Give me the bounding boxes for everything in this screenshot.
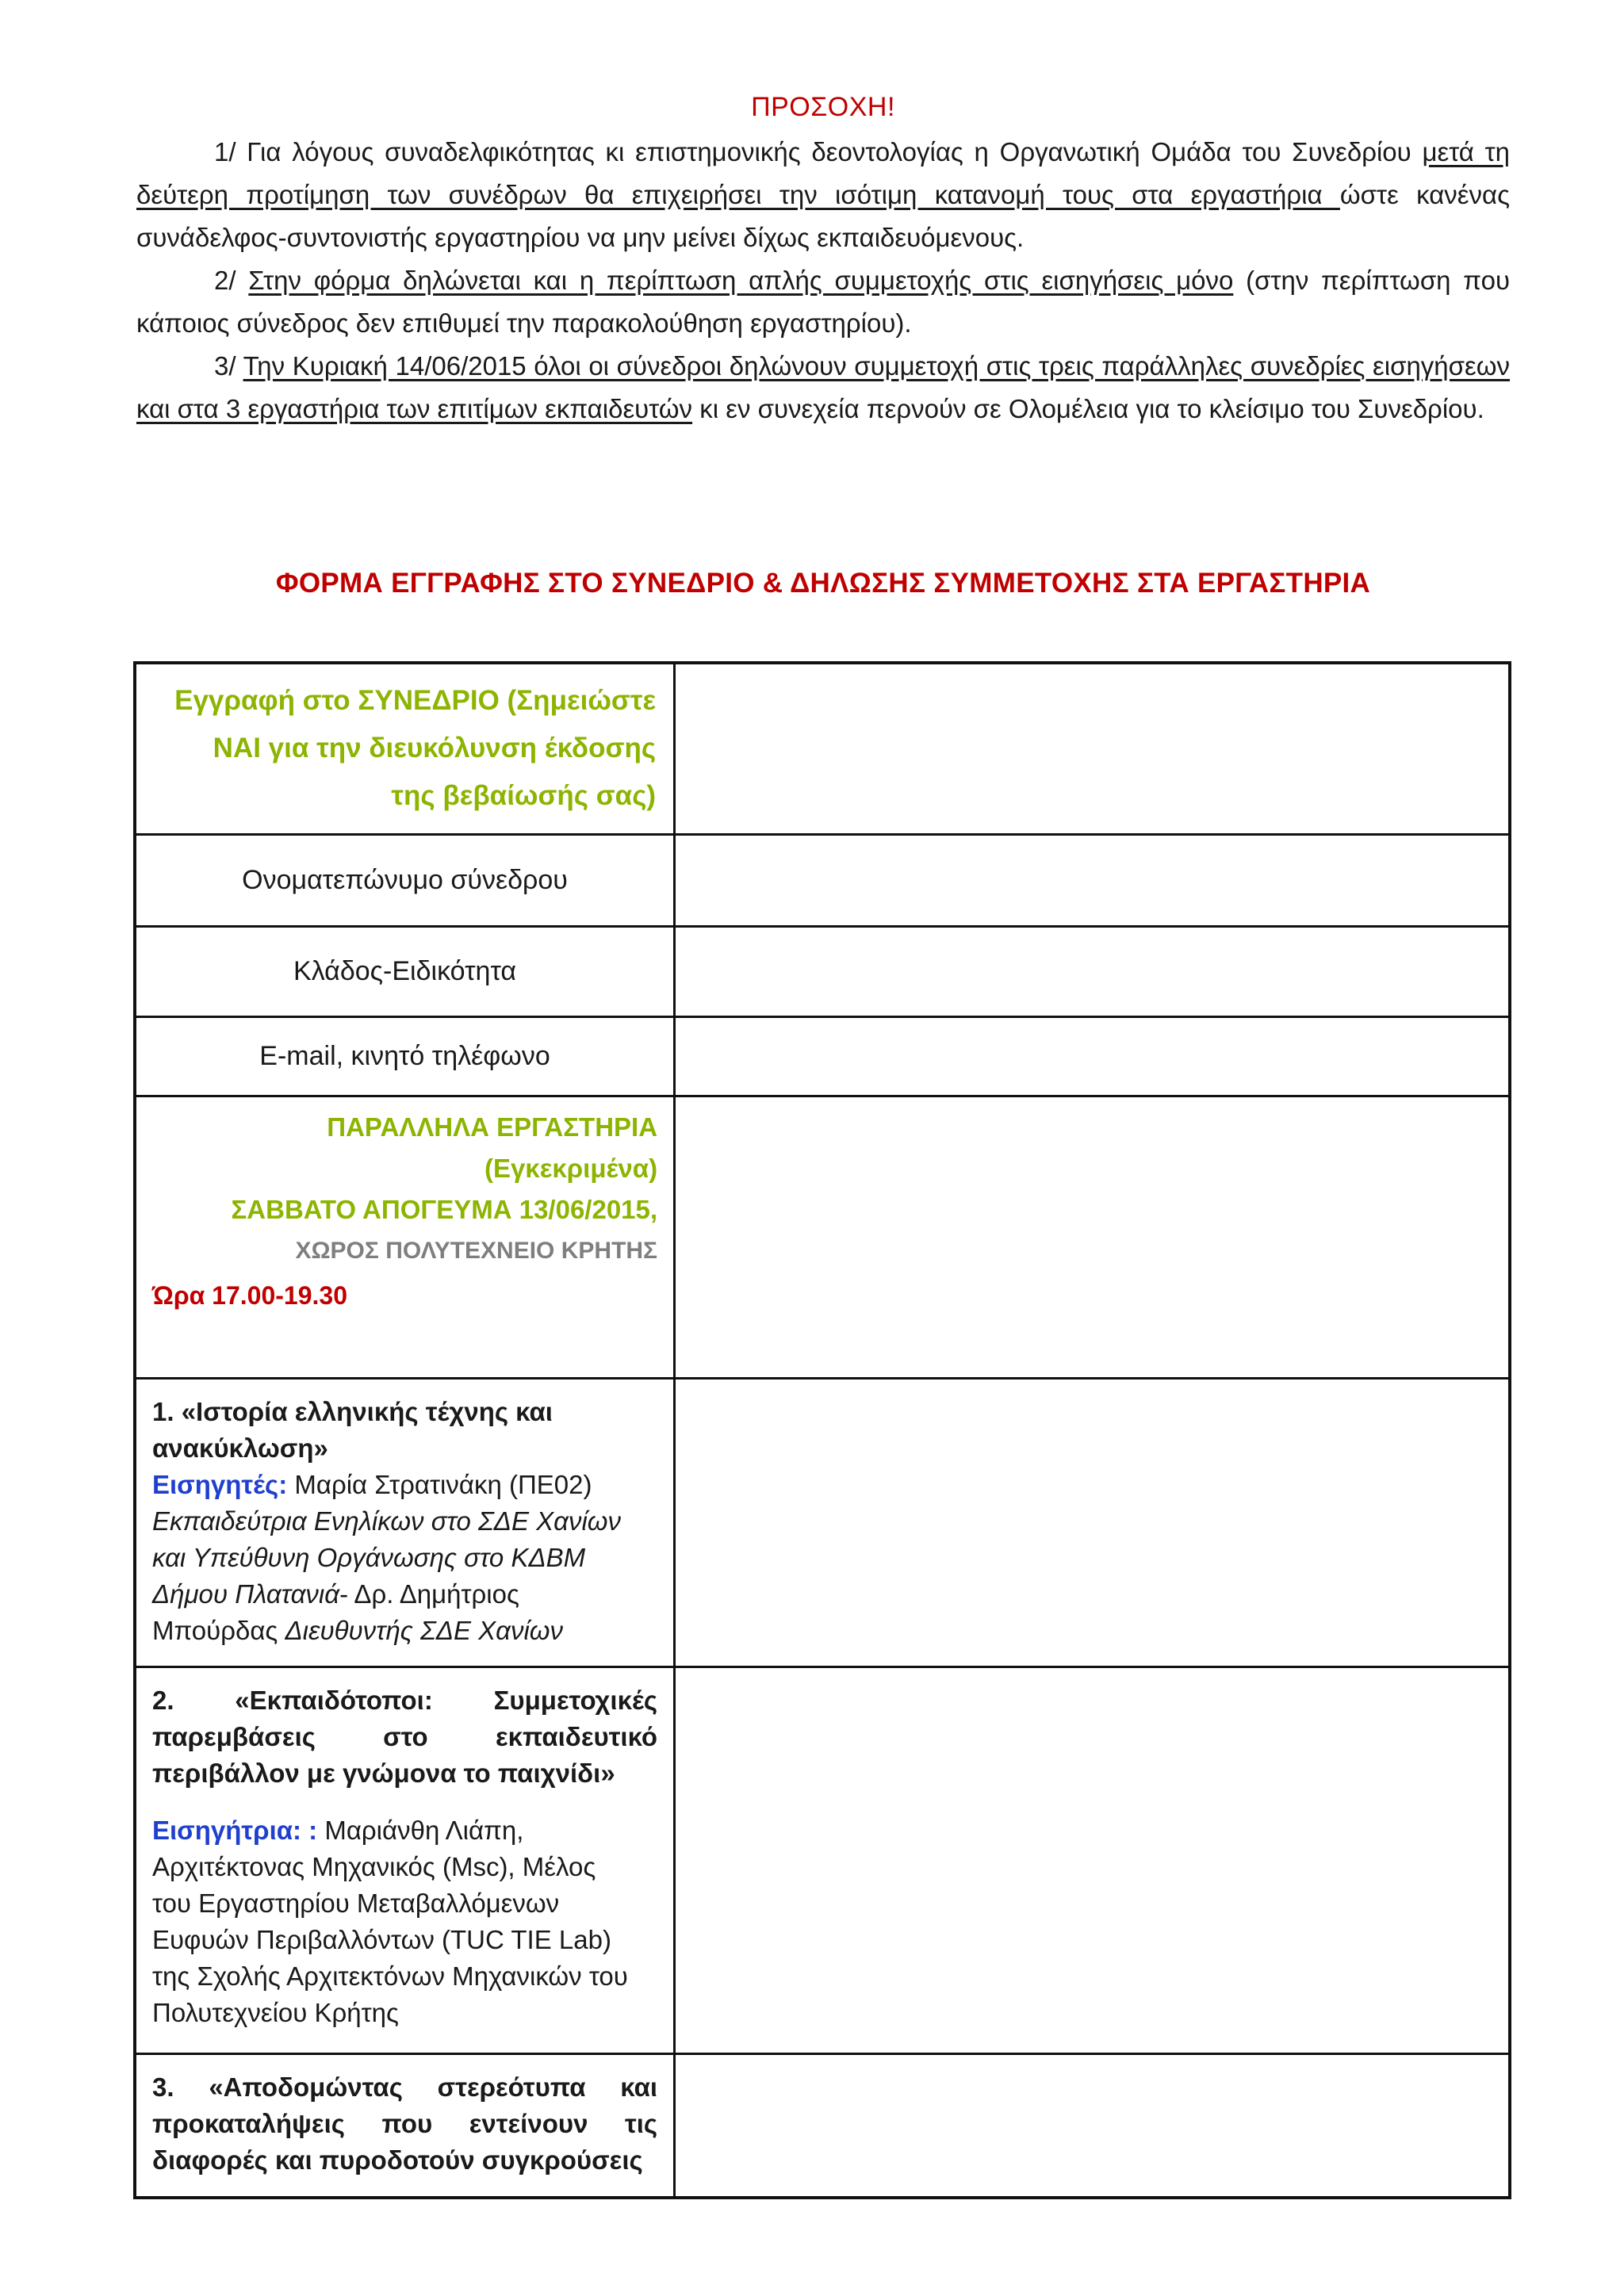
workshop-3-title-line2: προκαταλήψεις που εντείνουν τις (152, 2108, 658, 2138)
workshop-1-speakers-label: Εισηγητές: (152, 1469, 288, 1499)
workshop-3-label-cell (135, 2053, 675, 2198)
workshop-1-speaker-2-a: - Δρ. Δημήτριος (339, 1578, 519, 1609)
workshop-1-info (136, 1380, 673, 1649)
notice-section (136, 92, 1510, 430)
workshop-1-label-cell (135, 1378, 675, 1667)
workshop-1-title-line1: 1. «Ιστορία ελληνικής τέχνης και (152, 1396, 553, 1426)
workshop-2-speaker-line6: Πολυτεχνείου Κρήτης (152, 1997, 399, 2027)
notice-p2-underlined: Στην φόρμα δηλώνεται και η περίπτωση απλής συμμετοχής στις εισηγήσεις μόνο (248, 266, 1234, 295)
registration-label-line1: Εγγραφή στο ΣΥΝΕΔΡΙΟ (Σημειώστε (174, 685, 657, 716)
workshop-1-speaker-2-b: Μπούρδας (152, 1615, 285, 1645)
notice-p3-underlined-2: και στα 3 εργαστήρια των επιτίμων εκπαιδευτών (136, 394, 693, 423)
notice-p1-underlined: μετά τη δεύτερη προτίμηση των συνέδρων θα επιχειρήσει την ισότιμη κατανομή τους στα εργαστήρια (136, 137, 1510, 209)
workshops-input-cell[interactable] (675, 1096, 1510, 1378)
workshops-time: Ώρα 17.00-19.30 (152, 1280, 347, 1310)
contact-label-cell (135, 1016, 675, 1096)
name-label-cell (135, 834, 675, 926)
contact-input-cell[interactable] (675, 1016, 1510, 1096)
notice-p1-text-end: ώστε κανένας συνάδελφος-συντονιστής εργαστηρίου να μην μείνει δίχως εκπαιδευόμενους. (136, 180, 1510, 252)
notice-title: ΠΡΟΣΟΧΗ! (751, 92, 895, 122)
notice-p3-text: κι εν συνεχεία περνούν σε Ολομέλεια για το κλείσιμο του Συνεδρίου. (692, 394, 1484, 423)
form-title: ΦΟΡΜΑ ΕΓΓΡΑΦΗΣ ΣΤΟ ΣΥΝΕΔΡΙΟ & ΔΗΛΩΣΗΣ ΣΥΜΜΕΤΟΧΗΣ ΣΤΑ ΕΡΓΑΣΤΗΡΙΑ (275, 568, 1371, 599)
specialty-input-cell[interactable] (675, 926, 1510, 1016)
workshop-2-label-cell (135, 1667, 675, 2053)
workshop-3-info (136, 2055, 673, 2179)
registration-input-cell[interactable] (675, 663, 1510, 834)
notice-paragraph-3 (136, 345, 1510, 430)
notice-p3-number: 3/ (214, 351, 243, 381)
workshop-2-speaker-line4: Ευφυών Περιβαλλόντων (TUC TIE Lab) (152, 1924, 611, 1954)
form-row-contact (135, 1016, 1510, 1096)
form-row-workshop-3 (135, 2053, 1510, 2198)
workshops-label-cell (135, 1096, 675, 1378)
registration-label-line3: της βεβαίωσής σας) (391, 780, 657, 811)
workshop-1-speaker-1: Μαρία Στρατινάκη (ΠΕ02) (287, 1469, 592, 1499)
notice-paragraph-1 (136, 131, 1510, 259)
workshop-2-title-line2: παρεμβάσεις στο εκπαιδευτικό (152, 1721, 658, 1751)
workshop-3-title-line1: 3. «Αποδομώντας στερεότυπα και (152, 2072, 658, 2102)
specialty-label: Κλάδος-Ειδικότητα (293, 955, 517, 986)
workshop-2-title-line1: 2. «Εκπαιδότοποι: Συμμετοχικές (152, 1685, 658, 1715)
specialty-label-cell (135, 926, 675, 1016)
workshop-2-speaker-label: Εισηγήτρια: : (152, 1815, 318, 1845)
workshop-2-speaker-line3: του Εργαστηρίου Μεταβαλλόμενων (152, 1888, 560, 1918)
workshops-heading: ΠΑΡΑΛΛΗΛΑ ΕΡΓΑΣΤΗΡΙΑ (Εγκεκριμένα) (327, 1112, 658, 1183)
workshop-3-input-cell[interactable] (675, 2053, 1510, 2198)
form-row-workshops-header (135, 1096, 1510, 1378)
workshop-1-title-line2: ανακύκλωση» (152, 1433, 328, 1463)
workshop-3-title-line3: διαφορές και πυροδοτούν συγκρούσεις (152, 2145, 643, 2175)
workshop-2-info (136, 1668, 673, 2031)
registration-label (136, 664, 673, 820)
workshops-date: ΣΑΒΒΑΤΟ ΑΠΟΓΕΥΜΑ 13/06/2015, (231, 1194, 658, 1224)
registration-label-cell (135, 663, 675, 834)
form-row-specialty (135, 926, 1510, 1016)
workshop-2-speaker: Μαριάνθη Λιάπη, (317, 1815, 524, 1845)
notice-p2-text: (στην περίπτωση που κάποιος σύνεδρος δεν επιθυμεί την παρακολούθηση εργαστηρίου). (136, 266, 1510, 338)
workshop-1-role-2: Διευθυντής ΣΔΕ Χανίων (285, 1615, 563, 1645)
form-row-workshop-2 (135, 1667, 1510, 2053)
workshops-info (136, 1097, 673, 1319)
notice-p3-underlined-1: Την Κυριακή 14/06/2015 όλοι οι σύνεδροι δηλώνουν συμμετοχή στις τρεις παράλληλες συνεδρίες εισηγήσεων (243, 351, 1510, 381)
form-row-registration (135, 663, 1510, 834)
name-label: Ονοματεπώνυμο σύνεδρου (242, 864, 568, 895)
registration-form-table (133, 661, 1511, 2199)
workshop-1-role-1-line2: και Υπεύθυνη Οργάνωσης στο ΚΔΒΜ (152, 1542, 586, 1572)
name-input-cell[interactable] (675, 834, 1510, 926)
notice-paragraph-2 (136, 259, 1510, 345)
workshop-2-speaker-line2: Αρχιτέκτονας Μηχανικός (Msc), Μέλος (152, 1851, 596, 1881)
form-row-name (135, 834, 1510, 926)
notice-p1-text: 1/ Για λόγους συναδελφικότητας κι επιστημονικής δεοντολογίας η Οργανωτική Ομάδα του Συνεδρίου (214, 137, 1423, 166)
notice-p2-number: 2/ (214, 266, 249, 295)
workshop-2-speaker-line5: της Σχολής Αρχιτεκτόνων Μηχανικών του (152, 1961, 628, 1991)
workshop-2-title-line3: περιβάλλον με γνώμονα το παιχνίδι» (152, 1758, 615, 1788)
workshop-1-input-cell[interactable] (675, 1378, 1510, 1667)
registration-label-line2: ΝΑΙ για την διευκόλυνση έκδοσης (213, 733, 657, 763)
workshop-1-role-1-line1: Εκπαιδεύτρια Ενηλίκων στο ΣΔΕ Χανίων (152, 1506, 621, 1536)
workshop-2-input-cell[interactable] (675, 1667, 1510, 2053)
form-row-workshop-1 (135, 1378, 1510, 1667)
contact-label: E-mail, κινητό τηλέφωνο (259, 1040, 550, 1071)
workshops-place: ΧΩΡΟΣ ΠΟΛΥΤΕΧΝΕΙΟ ΚΡΗΤΗΣ (295, 1237, 658, 1264)
workshop-1-role-1-line3: Δήμου Πλατανιά (152, 1578, 340, 1609)
